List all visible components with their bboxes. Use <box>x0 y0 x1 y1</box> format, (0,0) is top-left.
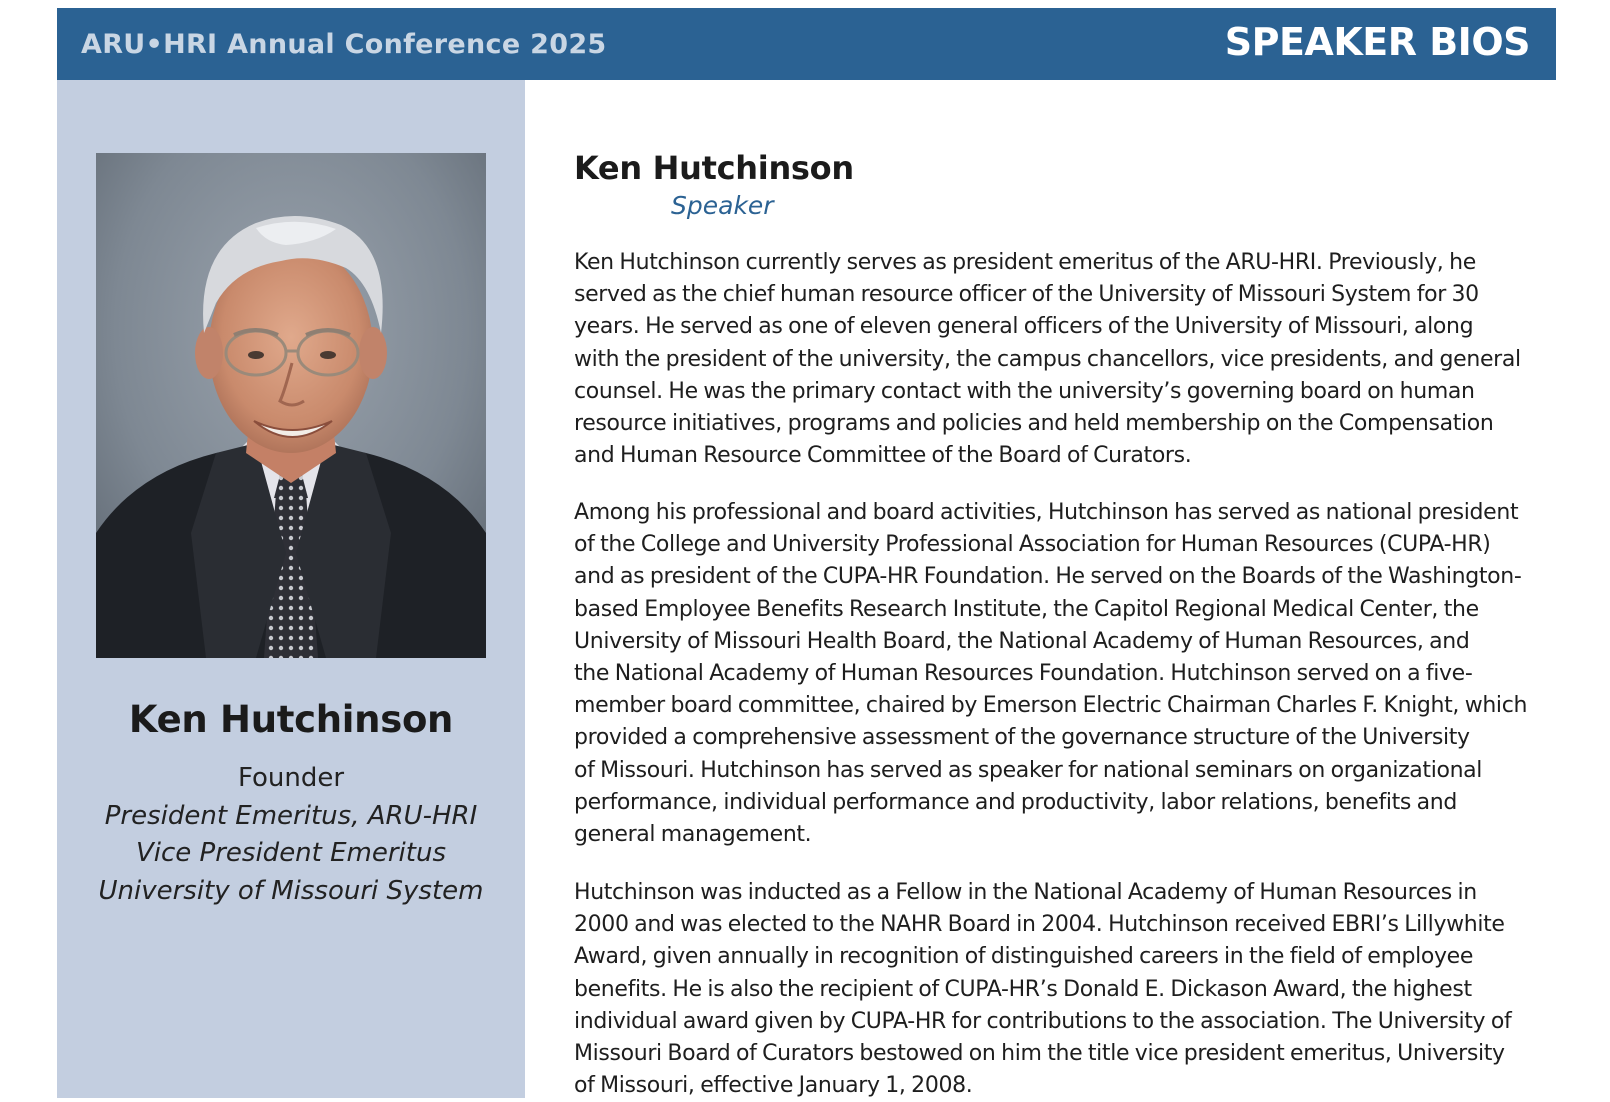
bio-line: 2000 and was elected to the NAHR Board in 2004. Hutchinson received EBRI’s Lillywhite <box>574 912 1505 938</box>
bio-line: provided a comprehensive assessment of the governance structure of the University <box>574 725 1470 751</box>
sidebar-title-line: University of Missouri System <box>98 875 484 906</box>
bio-line: served as the chief human resource officer of the University of Missouri System for 30 <box>574 282 1479 308</box>
portrait-photo <box>96 153 486 658</box>
bio-line: resource initiatives, programs and policies and held membership on the Compensation <box>574 411 1494 437</box>
bio-line: of Missouri, effective January 1, 2008. <box>574 1073 973 1099</box>
section-title: SPEAKER BIOS <box>1224 20 1530 64</box>
speaker-bio-section <box>574 148 1564 1099</box>
bio-line: Hutchinson was inducted as a Fellow in the National Academy of Human Resources in <box>574 880 1477 905</box>
page-header <box>57 8 1556 80</box>
bio-line: member board committee, chaired by Emerson Electric Chairman Charles F. Knight, which <box>574 693 1528 719</box>
bio-line: Missouri Board of Curators bestowed on him the title vice president emeritus, University <box>574 1041 1505 1067</box>
bio-line: the National Academy of Human Resources Foundation. Hutchinson served on a five- <box>574 661 1473 687</box>
bio-paragraph <box>574 247 1521 472</box>
sidebar-role: Founder <box>237 763 345 793</box>
sidebar-speaker-titles <box>57 760 525 910</box>
bio-line: general management. <box>574 822 812 848</box>
bio-line: Award, given annually in recognition of distinguished careers in the field of employee <box>574 944 1474 970</box>
speaker-name: Ken Hutchinson <box>574 149 854 187</box>
bio-line: performance, individual performance and productivity, labor relations, benefits and <box>574 789 1457 815</box>
bio-line: years. He served as one of eleven general officers of the University of Missouri, along <box>574 314 1474 340</box>
bio-line: Among his professional and board activities, Hutchinson has served as national president <box>574 500 1519 525</box>
sidebar-speaker-name: Ken Hutchinson <box>128 698 454 741</box>
bio-line: benefits. He is also the recipient of CUPA-HR’s Donald E. Dickason Award, the highest <box>574 976 1472 1002</box>
bio-paragraph <box>574 877 1511 1102</box>
bio-line: and as president of the CUPA-HR Foundation. He served on the Boards of the Washington- <box>574 564 1522 590</box>
bio-paragraph <box>574 497 1527 851</box>
bio-line: based Employee Benefits Research Institute, the Capitol Regional Medical Center, the <box>574 596 1479 622</box>
bio-line: of the College and University Professional Association for Human Resources (CUPA-HR) <box>574 532 1491 558</box>
bio-line: with the president of the university, the campus chancellors, vice presidents, and general <box>574 346 1521 372</box>
bio-line: individual award given by CUPA-HR for contributions to the association. The University of <box>574 1008 1512 1034</box>
speaker-sidebar <box>57 80 525 1098</box>
bio-line: counsel. He was the primary contact with the university’s governing board on human <box>574 378 1475 404</box>
portrait-photo-icon <box>96 153 486 658</box>
bio-line: Ken Hutchinson currently serves as president emeritus of the ARU-HRI. Previously, he <box>574 250 1476 275</box>
sidebar-title-line: President Emeritus, ARU-HRI <box>104 800 478 831</box>
bio-line: University of Missouri Health Board, the National Academy of Human Resources, and <box>574 628 1470 654</box>
bio-line: of Missouri. Hutchinson has served as speaker for national seminars on organizational <box>574 757 1483 783</box>
conference-title: ARU•HRI Annual Conference 2025 <box>81 29 607 60</box>
sidebar-title-line: Vice President Emeritus <box>135 838 447 868</box>
speaker-role: Speaker <box>671 191 774 220</box>
bio-line: and Human Resource Committee of the Board of Curators. <box>574 443 1192 469</box>
